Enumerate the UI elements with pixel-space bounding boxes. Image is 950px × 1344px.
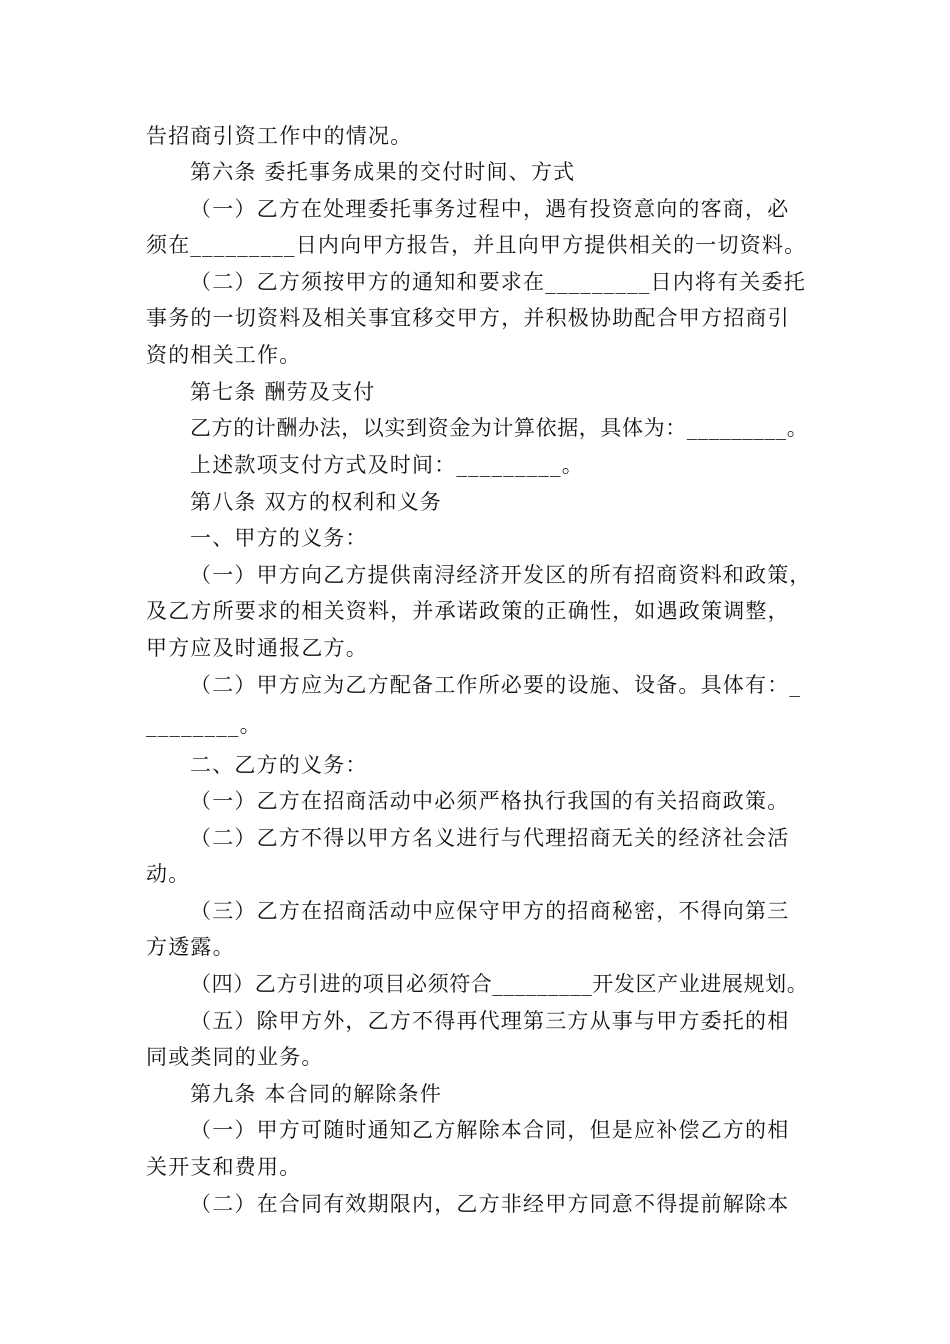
paragraph-line: （二）甲方应为乙方配备工作所必要的设施、设备。具体有：_ <box>190 673 802 697</box>
paragraph-line: （三）乙方在招商活动中应保守甲方的招商秘密，不得向第三 <box>190 899 790 923</box>
paragraph-line: ________。 <box>146 713 262 737</box>
section-heading: 一、甲方的义务： <box>190 526 368 550</box>
paragraph-line: （一）乙方在处理委托事务过程中，遇有投资意向的客商，必 <box>190 197 790 221</box>
paragraph-line: 须在_________日内向甲方报告，并且向甲方提供相关的一切资料。 <box>146 233 807 257</box>
paragraph-line: 资的相关工作。 <box>146 343 302 367</box>
paragraph-line: 关开支和费用。 <box>146 1155 302 1179</box>
paragraph-line: （五）除甲方外，乙方不得再代理第三方从事与甲方委托的相 <box>190 1009 790 1033</box>
paragraph-line: （一）甲方向乙方提供南浔经济开发区的所有招商资料和政策， <box>190 563 812 587</box>
paragraph-line: 同或类同的业务。 <box>146 1045 324 1069</box>
paragraph-line: （一）甲方可随时通知乙方解除本合同，但是应补偿乙方的相 <box>190 1118 790 1142</box>
paragraph-line: （一）乙方在招商活动中必须严格执行我国的有关招商政策。 <box>190 789 790 813</box>
paragraph-line: 上述款项支付方式及时间：_________。 <box>190 453 584 477</box>
paragraph-line: 动。 <box>146 862 191 886</box>
paragraph-line: 及乙方所要求的相关资料，并承诺政策的正确性，如遇政策调整， <box>146 599 790 623</box>
paragraph-line: 方透露。 <box>146 935 235 959</box>
article-9-heading: 第九条 本合同的解除条件 <box>190 1082 443 1106</box>
paragraph-line: 甲方应及时通报乙方。 <box>146 636 368 660</box>
paragraph-line: （二）在合同有效期限内，乙方非经甲方同意不得提前解除本 <box>190 1192 790 1216</box>
paragraph-line: 告招商引资工作中的情况。 <box>146 124 413 148</box>
article-7-heading: 第七条 酬劳及支付 <box>190 380 376 404</box>
article-8-heading: 第八条 双方的权利和义务 <box>190 490 443 514</box>
article-6-heading: 第六条 委托事务成果的交付时间、方式 <box>190 160 576 184</box>
paragraph-line: 乙方的计酬办法，以实到资金为计算依据，具体为：_________。 <box>190 416 809 440</box>
paragraph-line: （二）乙方须按甲方的通知和要求在_________日内将有关委托 <box>190 270 806 294</box>
paragraph-line: 事务的一切资料及相关事宜移交甲方，并积极协助配合甲方招商引 <box>146 306 790 330</box>
section-heading: 二、乙方的义务： <box>190 753 368 777</box>
paragraph-line: （二）乙方不得以甲方名义进行与代理招商无关的经济社会活 <box>190 826 790 850</box>
paragraph-line: （四）乙方引进的项目必须符合_________开发区产业进展规划。 <box>190 972 809 996</box>
